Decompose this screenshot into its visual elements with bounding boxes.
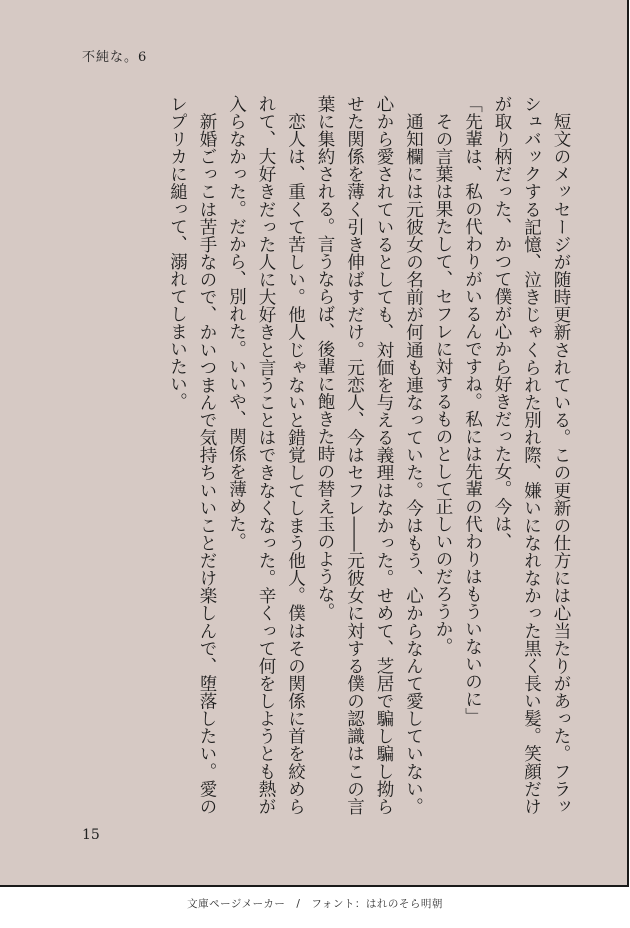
paragraph: 新婚ごっこは苦手なので、かいつまんで気持ちいいことだけ楽しんで、堕落したい。愛のレプリカに縋って、溺れてしまいたい。	[167, 95, 217, 815]
page-header-title: 不純な。6	[82, 50, 148, 65]
page-number: 15	[82, 827, 100, 843]
vertical-body-text	[75, 95, 575, 815]
paragraph: 短文のメッセージが随時更新されている。この更新の仕方には心当たりがあった。フラッシュバックする記憶、泣きじゃくられた別れ際、嫌いになれなかった黒く長い髪。笑顔だけが取り柄だった、かつて僕が心から好きだった女。今は、	[492, 95, 571, 815]
paragraph: 恋人は、重くて苦しい。他人じゃないと錯覚してしまう他人。僕はその関係に首を絞められて、大好きだった人に大好きと言うことはできなくなった。辛くって何をしようとも熱が入らなかった。だから、別れた。いいや、関係を薄めた。	[226, 95, 306, 815]
paragraph: 通知欄には元彼女の名前が何通も連なっていた。今はもう、心からなんて愛していない。心から愛されているとしても、対価を与える義理はなかった。せめて、芝居で騙し騙し拗らせた関係を薄く引き伸ばすだけ。元恋人、今はセフレ――元彼女に対する僕の認識はこの言葉に集約される。言うならば、後輩に飽きた時の替え玉のような。	[315, 95, 424, 815]
paragraph: 「先輩は、私の代わりがいるんですね。私には先輩の代わりはもういないのに」	[462, 95, 483, 725]
paragraph: その言葉は果たして、セフレに対するものとして正しいのだろうか。	[433, 95, 453, 655]
footer-credit: 文庫ページメーカー / フォント：はれのそら明朝	[187, 898, 443, 910]
